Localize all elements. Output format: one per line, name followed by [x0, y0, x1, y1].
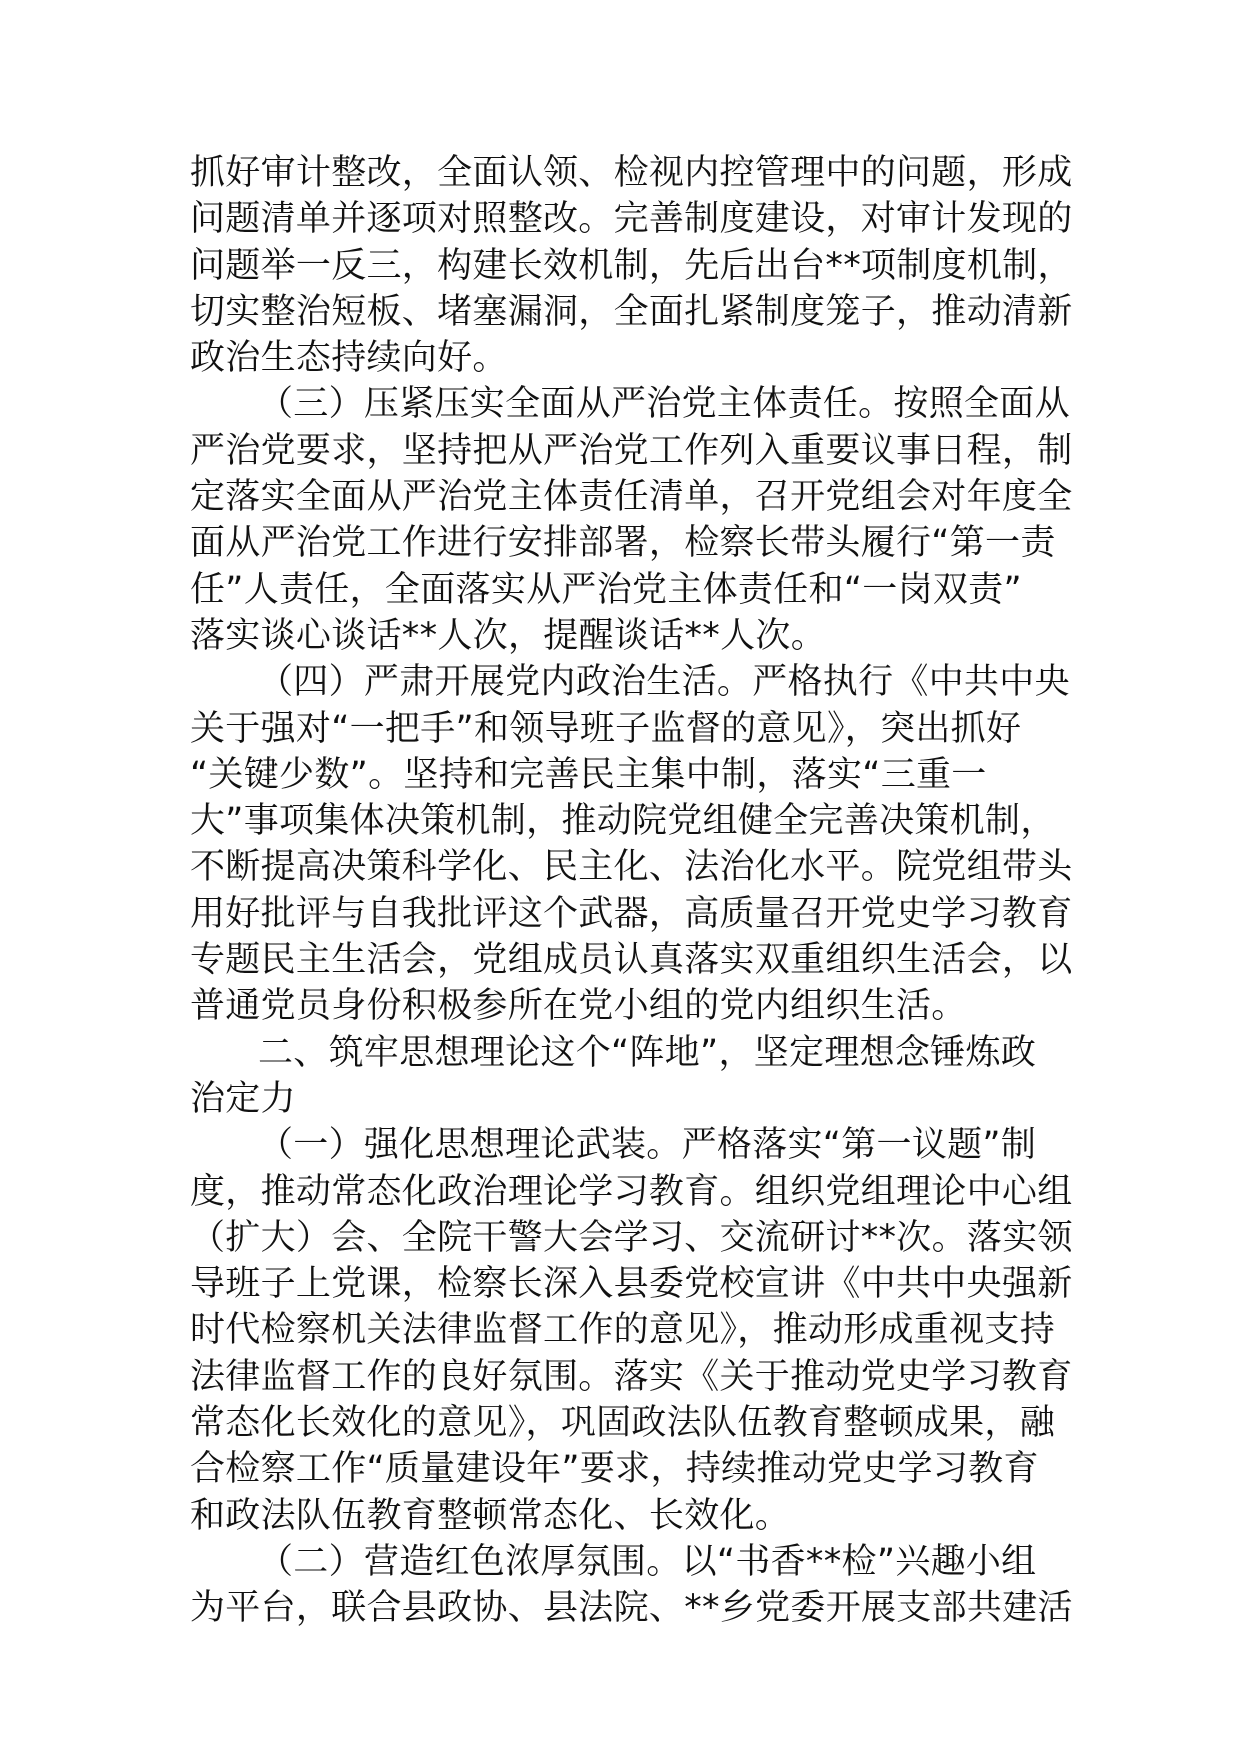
text-line: （扩大）会、全院干警大会学习、交流研讨**次。落实领 [190, 1217, 1073, 1258]
text-line: 法律监督工作的良好氛围。落实《关于推动党史学习教育 [190, 1356, 1073, 1397]
text-line: 常态化长效化的意见》，巩固政法队伍教育整顿成果，融 [190, 1403, 1056, 1444]
section-heading-1: （一）强化思想理论武装。严格落实“第一议题”制 [258, 1125, 1037, 1166]
text-line: 普通党员身份积极参所在党小组的党内组织生活。 [190, 986, 967, 1027]
text-line: 问题清单并逐项对照整改。完善制度建设，对审计发现的 [190, 199, 1073, 240]
text-line: 问题举一反三，构建长效机制，先后出台**项制度机制， [190, 245, 1073, 286]
text-line: 定落实全面从严治党主体责任清单，召开党组会对年度全 [190, 477, 1073, 518]
section-heading-2: （二）营造红色浓厚氛围。以“书香**检”兴趣小组 [258, 1541, 1037, 1582]
text-line: 不断提高决策科学化、民主化、法治化水平。院党组带头 [190, 847, 1073, 888]
chapter-heading-2: 二、筑牢思想理论这个“阵地”，坚定理想念锤炼政 [258, 1032, 1037, 1073]
text-line: 为平台，联合县政协、县法院、**乡党委开展支部共建活 [190, 1588, 1073, 1629]
text-line: 关于强对“一把手”和领导班子监督的意见》，突出抓好 [190, 708, 1022, 749]
document-body [190, 150, 1073, 1632]
text-line: 度，推动常态化政治理论学习教育。组织党组理论中心组 [190, 1171, 1073, 1212]
text-line: 治定力 [190, 1078, 296, 1119]
text-line: 和政法队伍教育整顿常态化、长效化。 [190, 1495, 791, 1536]
section-heading-4: （四）严肃开展党内政治生活。严格执行《中共中央 [258, 662, 1070, 703]
text-line: 专题民主生活会，党组成员认真落实双重组织生活会，以 [190, 940, 1073, 981]
text-line: 严治党要求，坚持把从严治党工作列入重要议事日程，制 [190, 430, 1073, 471]
text-line: 切实整治短板、堵塞漏洞，全面扎紧制度笼子，推动清新 [190, 291, 1073, 332]
text-line: 导班子上党课，检察长深入县委党校宣讲《中共中央强新 [190, 1264, 1073, 1305]
text-line: 大”事项集体决策机制，推动院党组健全完善决策机制， [190, 801, 1056, 842]
section-heading-3: （三）压紧压实全面从严治党主体责任。按照全面从 [258, 384, 1070, 425]
text-line: 时代检察机关法律监督工作的意见》，推动形成重视支持 [190, 1310, 1056, 1351]
text-line: 面从严治党工作进行安排部署，检察长带头履行“第一责 [190, 523, 1056, 564]
text-line: 政治生态持续向好。 [190, 338, 508, 379]
text-line: 合检察工作“质量建设年”要求，持续推动党史学习教育 [190, 1449, 1039, 1490]
text-line: “关键少数”。坚持和完善民主集中制，落实“三重一 [190, 754, 987, 795]
text-line: 任”人责任，全面落实从严治党主体责任和“一岗双责” [190, 569, 1022, 610]
text-line: 用好批评与自我批评这个武器，高质量召开党史学习教育 [190, 893, 1073, 934]
text-line: 落实谈心谈话**人次，提醒谈话**人次。 [190, 615, 827, 656]
text-line: 抓好审计整改，全面认领、检视内控管理中的问题，形成 [190, 153, 1073, 193]
